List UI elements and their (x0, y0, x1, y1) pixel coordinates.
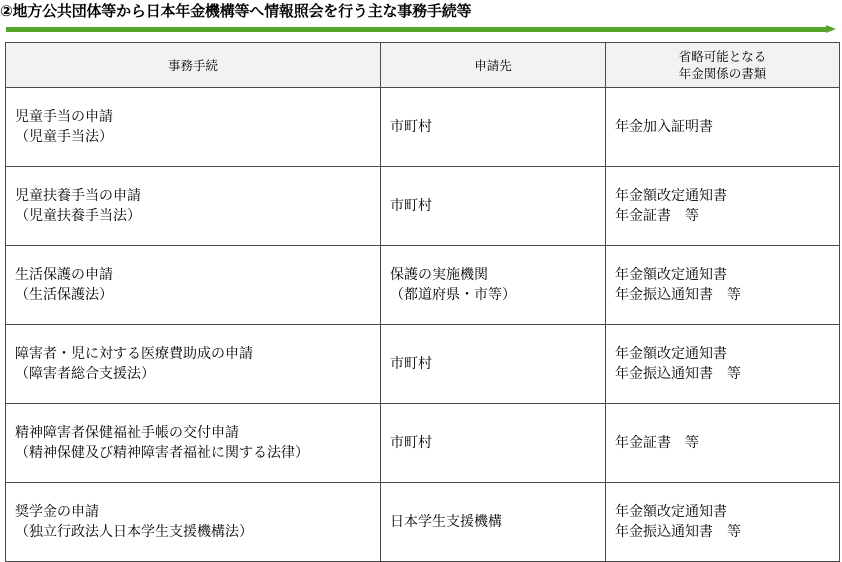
table-header-row (6, 43, 840, 88)
documents-cell-text: 年金額改定通知書 (615, 267, 727, 283)
procedure-cell (6, 325, 381, 404)
destination-cell-text: 市町村 (390, 119, 432, 135)
procedure-cell-text: 精神障害者保健福祉手帳の交付申請 (15, 425, 239, 441)
documents-cell (606, 325, 840, 404)
destination-cell-text: 市町村 (390, 356, 432, 372)
table-row (6, 167, 840, 246)
procedure-cell-text: （独立行政法人日本学生支援機構法） (15, 524, 253, 540)
documents-cell-text: 年金振込通知書 等 (615, 287, 741, 303)
procedure-cell-text: （障害者総合支援法） (15, 366, 155, 382)
documents-cell-text: 年金加入証明書 (615, 119, 713, 135)
table-row (6, 88, 840, 167)
documents-cell-text: 年金額改定通知書 (615, 346, 727, 362)
procedure-cell-text: 児童手当の申請 (15, 109, 113, 125)
documents-cell-text: 年金振込通知書 等 (615, 524, 741, 540)
destination-cell-text: 保護の実施機関 (390, 267, 488, 283)
table-row (6, 404, 840, 483)
destination-cell (381, 325, 606, 404)
destination-cell-text: 市町村 (390, 198, 432, 214)
title-underline-arrow (6, 27, 828, 32)
header-procedure: 事務手続 (6, 43, 381, 88)
documents-cell (606, 246, 840, 325)
procedure-cell (6, 88, 381, 167)
destination-cell (381, 88, 606, 167)
arrow-head-icon (826, 25, 836, 33)
destination-cell-text: 市町村 (390, 435, 432, 451)
destination-cell-text: （都道府県・市等） (390, 287, 516, 303)
destination-cell (381, 404, 606, 483)
procedure-cell-text: （精神保健及び精神障害者福祉に関する法律） (15, 445, 309, 461)
page-title: ②地方公共団体等から日本年金機構等へ情報照会を行う主な事務手続等 (0, 2, 472, 20)
header-documents-line2: 年金関係の書類 (678, 66, 767, 81)
header-destination: 申請先 (381, 43, 606, 88)
documents-cell-text: 年金額改定通知書 (615, 188, 727, 204)
procedure-cell (6, 246, 381, 325)
header-documents (606, 43, 840, 88)
documents-cell-text: 年金証書 等 (615, 208, 699, 224)
documents-cell (606, 167, 840, 246)
destination-cell-text: 日本学生支援機構 (390, 514, 502, 530)
documents-cell (606, 88, 840, 167)
procedure-cell-text: 障害者・児に対する医療費助成の申請 (15, 346, 253, 362)
procedure-cell-text: 児童扶養手当の申請 (15, 188, 141, 204)
procedure-cell (6, 167, 381, 246)
procedure-cell (6, 404, 381, 483)
documents-cell-text: 年金振込通知書 等 (615, 366, 741, 382)
procedure-cell-text: （児童手当法） (15, 129, 113, 145)
procedure-cell-text: 生活保護の申請 (15, 267, 113, 283)
procedure-cell-text: （生活保護法） (15, 287, 113, 303)
documents-cell-text: 年金証書 等 (615, 435, 699, 451)
table-row (6, 246, 840, 325)
procedure-cell-text: 奨学金の申請 (15, 504, 99, 520)
destination-cell (381, 246, 606, 325)
destination-cell (381, 167, 606, 246)
table-row (6, 325, 840, 404)
header-documents-line1: 省略可能となる (678, 49, 767, 64)
documents-cell-text: 年金額改定通知書 (615, 504, 727, 520)
procedures-table (5, 42, 840, 562)
documents-cell (606, 404, 840, 483)
procedure-cell-text: （児童扶養手当法） (15, 208, 141, 224)
